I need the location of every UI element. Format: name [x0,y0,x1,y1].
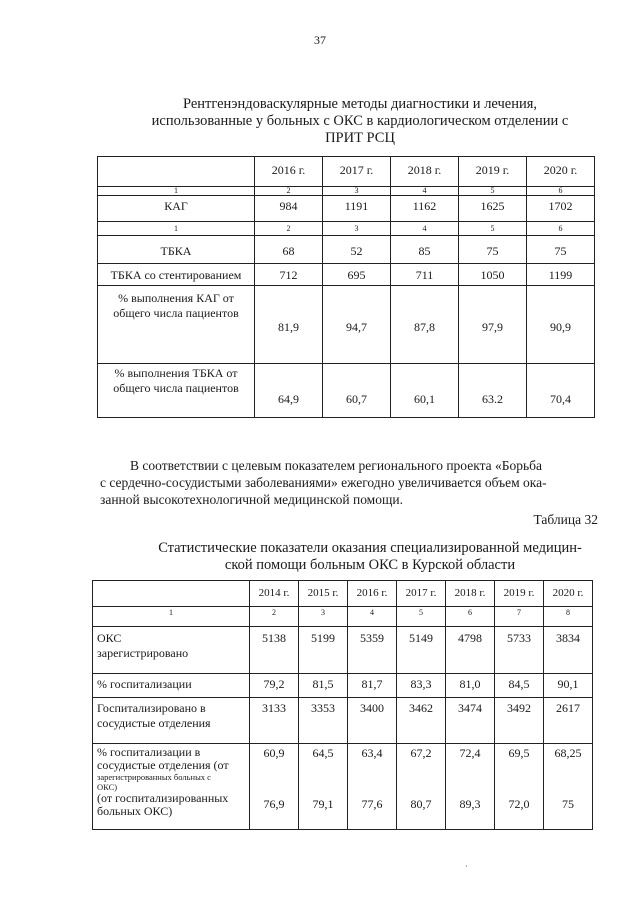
index-cell: 8 [544,607,593,627]
value-b: 75 [562,797,574,811]
value-cell [495,744,544,830]
index-cell: 1 [93,607,250,627]
value-cell: 4798 [446,627,495,674]
value-b: 72,0 [508,797,530,811]
year-header: 2018 г. [391,157,459,187]
year-header: 2017 г. [397,581,446,607]
year-header: 2019 г. [495,581,544,607]
table-row [98,364,595,418]
value-cell: 90,1 [544,674,593,698]
value-cell: 3462 [397,698,446,744]
row-label-line: % госпитализации [97,677,192,691]
header-cell-empty [93,581,250,607]
year-header: 2015 г. [299,581,348,607]
index-cell: 4 [391,187,459,196]
header-cell-empty [98,157,255,187]
row-label: ТБКА [98,236,255,264]
value-cell: 711 [391,264,459,286]
value-cell: 1702 [527,196,595,222]
value-cell: 83,3 [397,674,446,698]
title-line: ской помощи больным ОКС в Курской области [224,557,516,573]
value-cell: 1199 [527,264,595,286]
value-cell [446,744,495,830]
value-cell: 63.2 [459,364,527,418]
value-cell: 5149 [397,627,446,674]
row-label [93,698,250,744]
value-cell: 52 [323,236,391,264]
table-row [93,744,593,830]
value-a: 63,4 [361,746,383,760]
value-a: 64,5 [312,746,334,760]
value-cell: 3474 [446,698,495,744]
table-row [98,196,595,222]
table-row [93,698,593,744]
row-label-line: сосудистые отделения [97,716,211,730]
index-cell: 7 [495,607,544,627]
table-row [93,627,593,674]
row-label-line: ОКС [97,631,122,645]
row-label-note: зарегистрированных больных с [97,772,211,782]
value-a: 69,5 [508,746,530,760]
value-cell: 81,9 [255,286,323,364]
index-cell: 5 [397,607,446,627]
paragraph-line: занной высокотехнологичной медицинской помощи. [100,492,403,507]
table-row [93,674,593,698]
year-header: 2014 г. [250,581,299,607]
value-cell [299,744,348,830]
value-b: 79,1 [312,797,334,811]
title-line: ПРИТ РСЦ [325,130,395,146]
row-label-line: Госпитализировано в [97,701,206,715]
value-cell: 5733 [495,627,544,674]
index-cell: 2 [255,222,323,236]
value-b: 76,9 [263,797,285,811]
table-header-row [98,157,595,187]
value-cell: 81,5 [299,674,348,698]
value-cell: 84,5 [495,674,544,698]
value-cell: 90,9 [527,286,595,364]
value-cell: 3400 [348,698,397,744]
value-cell: 712 [255,264,323,286]
index-cell: 2 [250,607,299,627]
year-header: 2020 г. [527,157,595,187]
row-label-line: % госпитализации в [97,745,201,759]
table-label: Таблица 32 [533,512,598,527]
value-cell: 3834 [544,627,593,674]
section2-title [130,540,610,574]
value-cell: 1625 [459,196,527,222]
table-statistics [92,580,593,830]
value-cell: 64,9 [255,364,323,418]
value-cell: 5199 [299,627,348,674]
index-cell: 3 [323,187,391,196]
value-cell: 60,7 [323,364,391,418]
value-cell [397,744,446,830]
row-label-line: (от госпитализированных [97,791,229,805]
row-label-line: зарегистрировано [97,646,189,660]
value-cell: 81,0 [446,674,495,698]
value-cell: 97,9 [459,286,527,364]
row-label-line: общего числа пациентов [113,306,239,320]
table-header-row [93,581,593,607]
row-label: ТБКА со стентированием [98,264,255,286]
row-label-line: % выполнения КАГ от [118,291,234,305]
year-header: 2017 г. [323,157,391,187]
page-number: 37 [314,33,326,47]
index-cell: 6 [527,222,595,236]
title-line: Статистические показатели оказания специализированной медицин- [158,540,582,556]
value-cell: 68 [255,236,323,264]
scan-mark: · [465,862,468,871]
value-cell: 5138 [250,627,299,674]
index-cell: 4 [348,607,397,627]
value-cell [250,744,299,830]
value-cell: 3353 [299,698,348,744]
index-cell: 3 [323,222,391,236]
row-label: КАГ [98,196,255,222]
index-cell: 5 [459,187,527,196]
value-cell [544,744,593,830]
table-row [98,286,595,364]
index-cell: 1 [98,222,255,236]
body-paragraph [100,457,590,508]
value-b: 80,7 [410,797,432,811]
value-a: 67,2 [410,746,432,760]
value-cell: 1191 [323,196,391,222]
year-header: 2016 г. [255,157,323,187]
value-cell: 60,1 [391,364,459,418]
value-cell: 2617 [544,698,593,744]
index-row [98,187,595,196]
value-a: 60,9 [263,746,285,760]
index-cell: 5 [459,222,527,236]
year-header: 2018 г. [446,581,495,607]
index-row [98,222,595,236]
value-cell: 5359 [348,627,397,674]
row-label [93,627,250,674]
value-cell: 85 [391,236,459,264]
index-cell: 2 [255,187,323,196]
row-label-line: сосудистые отделения (от [97,758,229,772]
value-cell: 75 [527,236,595,264]
row-label [93,674,250,698]
value-cell: 94,7 [323,286,391,364]
index-cell: 4 [391,222,459,236]
table-procedures [97,156,595,418]
value-cell: 70,4 [527,364,595,418]
row-label [98,364,255,418]
value-cell: 984 [255,196,323,222]
value-cell: 1050 [459,264,527,286]
row-label [93,744,250,830]
value-a: 68,25 [554,746,582,760]
value-cell: 695 [323,264,391,286]
value-cell: 79,2 [250,674,299,698]
row-label [98,286,255,364]
value-cell: 87,8 [391,286,459,364]
title-line: Рентгенэндоваскулярные методы диагностики и лечения, [182,96,538,112]
title-line: использованные у больных с ОКС в кардиологическом отделении с [151,113,569,129]
index-cell: 3 [299,607,348,627]
year-header: 2019 г. [459,157,527,187]
value-a: 72,4 [459,746,481,760]
table-row [98,236,595,264]
value-b: 77,6 [361,797,383,811]
value-cell [348,744,397,830]
value-cell: 1162 [391,196,459,222]
value-cell: 75 [459,236,527,264]
index-row [93,607,593,627]
row-label-line: общего числа пациентов [113,381,239,395]
index-cell: 1 [98,187,255,196]
table-row [98,264,595,286]
paragraph-line: с сердечно-сосудистыми заболеваниями» ежегодно увеличивается объем ока- [100,475,547,490]
year-header: 2016 г. [348,581,397,607]
paragraph-line: В соответствии с целевым показателем регионального проекта «Борьба [130,458,543,473]
year-header: 2020 г. [544,581,593,607]
index-cell: 6 [446,607,495,627]
row-label-line: % выполнения ТБКА от [114,366,238,380]
value-b: 89,3 [459,797,481,811]
value-cell: 3133 [250,698,299,744]
row-label-line: больных ОКС) [97,804,173,818]
row-label-note: ОКС) [97,782,118,792]
value-cell: 3492 [495,698,544,744]
value-cell: 81,7 [348,674,397,698]
index-cell: 6 [527,187,595,196]
section1-title [125,96,595,147]
